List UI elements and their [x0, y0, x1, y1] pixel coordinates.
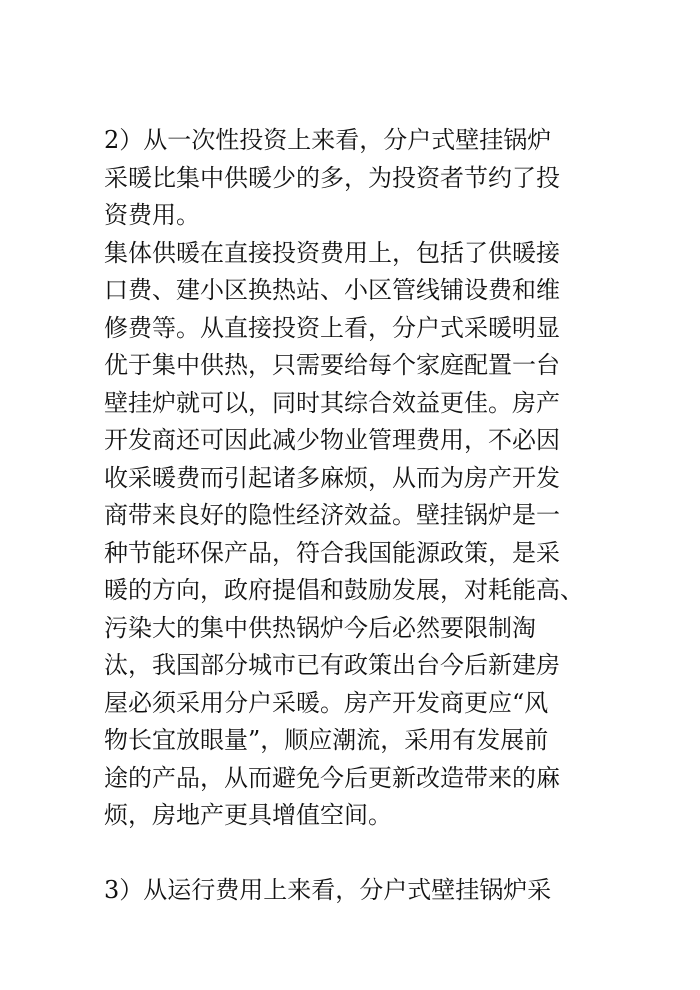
text-line: 商带来良好的隐性经济效益。壁挂锅炉是一 [104, 501, 560, 529]
paragraph-gap [104, 835, 604, 873]
document-text [104, 122, 604, 910]
text-line: 烦，房地产更具增值空间。 [104, 801, 392, 829]
text-line: 屋必须采用分户采暖。房产开发商更应“风 [104, 688, 549, 717]
text-line: 物长宜放眼量”，顺应潮流，采用有发展前 [104, 726, 549, 754]
text-line: 收采暖费而引起诸多麻烦，从而为房产开发 [104, 463, 560, 492]
text-line: 汰，我国部分城市已有政策出台今后新建房 [104, 651, 560, 679]
text-line: 壁挂炉就可以，同时其综合效益更佳。房产 [104, 388, 560, 417]
text-line: 开发商还可因此减少物业管理费用，不必因 [104, 426, 560, 454]
text-line: 资费用。 [104, 201, 200, 229]
text-line: 优于集中供热，只需要给每个家庭配置一台 [104, 351, 560, 379]
text-line: 口费、建小区换热站、小区管线铺设费和维 [104, 276, 560, 304]
text-line: 污染大的集中供热锅炉今后必然要限制淘 [104, 613, 536, 642]
text-line: 途的产品，从而避免今后更新改造带来的麻 [104, 763, 560, 792]
text-line: 2）从一次性投资上来看，分户式壁挂锅炉 [104, 126, 552, 154]
text-line: 3）从运行费用上来看，分户式壁挂锅炉采 [104, 876, 552, 904]
text-line: 集体供暖在直接投资费用上，包括了供暖接 [104, 238, 560, 267]
text-line: 暖的方向，政府提倡和鼓励发展，对耗能高、 [104, 576, 584, 604]
text-line: 种节能环保产品，符合我国能源政策，是采 [104, 538, 560, 567]
text-line: 采暖比集中供暖少的多，为投资者节约了投 [104, 163, 560, 192]
text-line: 修费等。从直接投资上看，分户式采暖明显 [104, 313, 560, 342]
